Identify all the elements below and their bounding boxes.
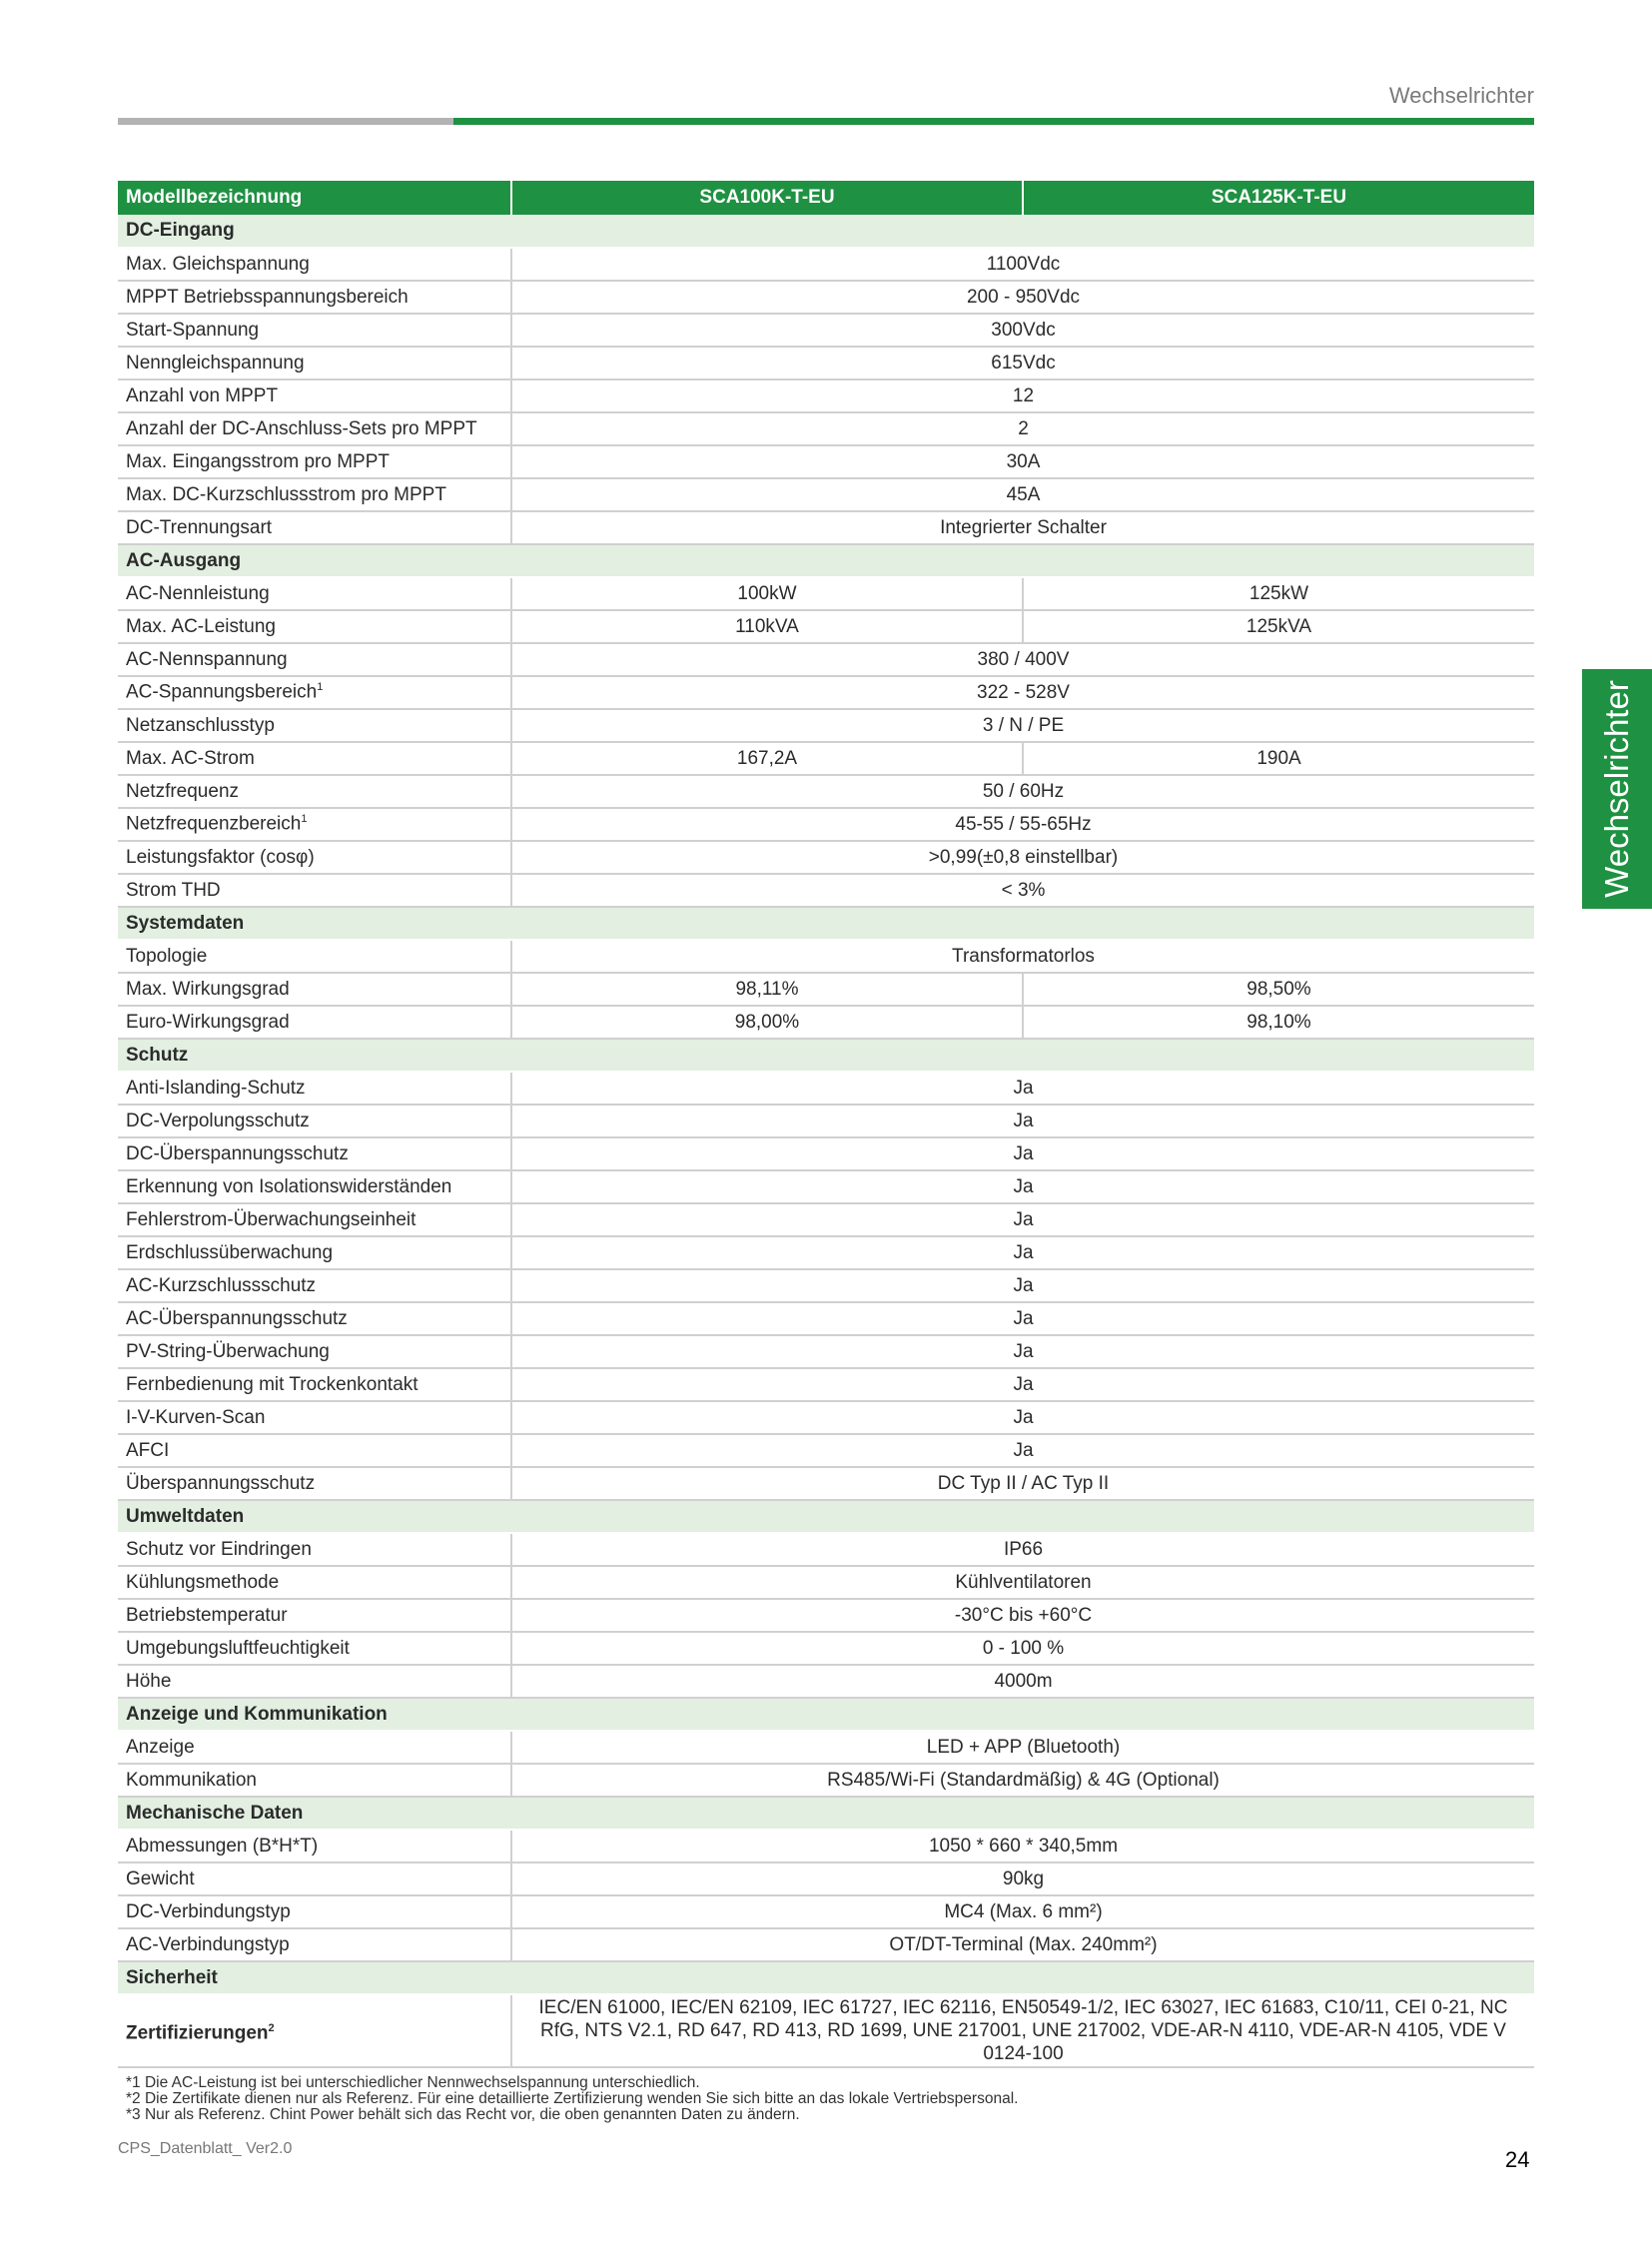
row-label: Überspannungsschutz: [126, 1472, 316, 1494]
table-row: [118, 775, 1534, 808]
row-value: 4000m: [511, 1665, 1534, 1698]
row-value: 45A: [511, 478, 1534, 511]
row-label-cell: [118, 610, 511, 643]
footnote-marker: 1: [317, 681, 324, 694]
row-value: IEC/EN 61000, IEC/EN 62109, IEC 61727, IEC 62116, EN50549-1/2, IEC 63027, IEC 61683, C10/11, CEI 0-21, NC RfG, NTS V2.1, RD 647, RD 413, RD 1699, UNE 217001, UNE 217002, VDE-AR-N 4110, VDE-AR-N 4105, VDE V 0124-100: [511, 1994, 1534, 2067]
table-row: [118, 1599, 1534, 1632]
table-row: [118, 1335, 1534, 1368]
row-value: LED + APP (Bluetooth): [511, 1731, 1534, 1764]
row-label: Max. Wirkungsgrad: [126, 978, 290, 1000]
row-value-model-1: 98,00%: [511, 1006, 1023, 1039]
table-row: [118, 1566, 1534, 1599]
table-row: [118, 347, 1534, 379]
row-value: 12: [511, 379, 1534, 412]
row-value: 0 - 100 %: [511, 1632, 1534, 1665]
table-row: [118, 1401, 1534, 1434]
row-label-cell: [118, 1928, 511, 1961]
table-row: [118, 1467, 1534, 1500]
row-value: Transformatorlos: [511, 940, 1534, 973]
row-value: 45-55 / 55-65Hz: [511, 808, 1534, 841]
row-label-cell: [118, 1533, 511, 1566]
row-label: Netzfrequenzbereich: [126, 813, 302, 835]
row-label-cell: [118, 1302, 511, 1335]
table-row: [118, 1928, 1534, 1961]
section-title: Sicherheit: [118, 1961, 1534, 1994]
section-header-row: [118, 1698, 1534, 1731]
row-value-model-2: 98,50%: [1023, 973, 1534, 1006]
spec-table: [118, 181, 1534, 2068]
row-label: Nenngleichspannung: [126, 352, 305, 374]
row-label: Max. DC-Kurzschlussstrom pro MPPT: [126, 483, 446, 505]
row-label-cell: [118, 1665, 511, 1698]
table-row: [118, 973, 1534, 1006]
row-label: Umgebungsluftfeuchtigkeit: [126, 1637, 350, 1659]
row-label-cell: [118, 973, 511, 1006]
header-rule-gray: [118, 118, 453, 125]
row-label-cell: [118, 412, 511, 445]
row-label: MPPT Betriebsspannungsbereich: [126, 286, 409, 308]
row-label-cell: [118, 445, 511, 478]
table-row: [118, 379, 1534, 412]
section-title: AC-Ausgang: [118, 544, 1534, 577]
row-value: Ja: [511, 1335, 1534, 1368]
row-label-cell: [118, 1467, 511, 1500]
row-label-cell: [118, 314, 511, 347]
row-value: Ja: [511, 1236, 1534, 1269]
table-row: [118, 1764, 1534, 1797]
table-row: [118, 808, 1534, 841]
row-label: Kommunikation: [126, 1769, 257, 1791]
column-header-model-label: Modellbezeichnung: [118, 181, 511, 215]
section-title: Schutz: [118, 1039, 1534, 1072]
row-value: IP66: [511, 1533, 1534, 1566]
row-label: AFCI: [126, 1439, 170, 1461]
row-label: I-V-Kurven-Scan: [126, 1406, 266, 1428]
row-label: Max. AC-Leistung: [126, 615, 276, 637]
row-value: Ja: [511, 1072, 1534, 1105]
footnotes: [126, 2075, 1018, 2123]
row-label: Erdschlussüberwachung: [126, 1241, 334, 1263]
table-row: [118, 1863, 1534, 1895]
row-value: 30A: [511, 445, 1534, 478]
row-value: Ja: [511, 1269, 1534, 1302]
row-label: AC-Verbindungstyp: [126, 1933, 290, 1955]
table-row: [118, 248, 1534, 281]
row-value: 300Vdc: [511, 314, 1534, 347]
section-header-row: [118, 544, 1534, 577]
row-value: 50 / 60Hz: [511, 775, 1534, 808]
row-value: Ja: [511, 1137, 1534, 1170]
row-value-model-2: 190A: [1023, 742, 1534, 775]
row-label-cell: [118, 1203, 511, 1236]
row-label: Gewicht: [126, 1868, 195, 1889]
row-value: 1100Vdc: [511, 248, 1534, 281]
section-title: Mechanische Daten: [118, 1797, 1534, 1830]
row-label-cell: [118, 379, 511, 412]
row-label: Schutz vor Eindringen: [126, 1538, 312, 1560]
table-row: [118, 1072, 1534, 1105]
row-value: 90kg: [511, 1863, 1534, 1895]
row-label-cell: [118, 1137, 511, 1170]
table-row: [118, 314, 1534, 347]
side-section-tab-label: Wechselrichter: [1598, 680, 1636, 898]
row-label-cell: [118, 1236, 511, 1269]
row-label-cell: [118, 1072, 511, 1105]
row-label: Netzfrequenz: [126, 780, 240, 802]
table-row: [118, 1434, 1534, 1467]
row-label-cell: [118, 676, 511, 709]
row-label: DC-Überspannungsschutz: [126, 1142, 349, 1164]
row-label: Fehlerstrom-Überwachungseinheit: [126, 1208, 416, 1230]
row-label: AC-Spannungsbereich: [126, 681, 318, 703]
row-label: Max. Eingangsstrom pro MPPT: [126, 450, 390, 472]
row-label-cell: [118, 940, 511, 973]
page-number: 24: [1505, 2147, 1530, 2172]
row-value: 200 - 950Vdc: [511, 281, 1534, 314]
row-label: Erkennung von Isolationswiderständen: [126, 1175, 452, 1197]
row-label-cell: [118, 1434, 511, 1467]
row-value: DC Typ II / AC Typ II: [511, 1467, 1534, 1500]
row-label: Max. Gleichspannung: [126, 253, 310, 275]
row-value: 2: [511, 412, 1534, 445]
row-label-cell: [118, 1599, 511, 1632]
row-value: 615Vdc: [511, 347, 1534, 379]
row-label-cell: [118, 643, 511, 676]
table-row: [118, 478, 1534, 511]
row-label: DC-Trennungsart: [126, 516, 273, 538]
table-row: [118, 940, 1534, 973]
section-header-row: [118, 1500, 1534, 1533]
row-label-cell: [118, 808, 511, 841]
footnote-marker: 2: [268, 2021, 275, 2034]
table-row: [118, 742, 1534, 775]
row-value: Ja: [511, 1203, 1534, 1236]
row-label-cell: [118, 1335, 511, 1368]
section-header-row: [118, 1797, 1534, 1830]
row-label: DC-Verbindungstyp: [126, 1900, 291, 1922]
table-row: [118, 1137, 1534, 1170]
row-label: Topologie: [126, 945, 208, 967]
side-section-tab: [1582, 669, 1652, 909]
row-label: Anzahl der DC-Anschluss-Sets pro MPPT: [126, 417, 477, 439]
table-row: [118, 1895, 1534, 1928]
row-label-cell: [118, 1170, 511, 1203]
row-label: Abmessungen (B*H*T): [126, 1835, 319, 1857]
table-row: [118, 412, 1534, 445]
table-row: [118, 1105, 1534, 1137]
row-label-cell: [118, 1895, 511, 1928]
footnote: *3 Nur als Referenz. Chint Power behält sich das Recht vor, die oben genannten Daten zu ändern.: [126, 2106, 800, 2123]
section-header-row: [118, 215, 1534, 248]
row-label: Anzeige: [126, 1736, 195, 1758]
table-header-row: [118, 181, 1534, 215]
row-label-cell: [118, 1006, 511, 1039]
section-title: Anzeige und Kommunikation: [118, 1698, 1534, 1731]
row-label-cell: [118, 742, 511, 775]
row-label-cell: [118, 511, 511, 544]
section-header-row: [118, 1039, 1534, 1072]
footnote: *1 Die AC-Leistung ist bei unterschiedlicher Nennwechselspannung unterschiedlich.: [126, 2074, 700, 2091]
section-header-row: [118, 907, 1534, 940]
row-label-cell: [118, 874, 511, 907]
row-label-cell: [118, 1269, 511, 1302]
row-label: Zertifizierungen: [126, 2022, 269, 2044]
row-value: Ja: [511, 1302, 1534, 1335]
row-label: Fernbedienung mit Trockenkontakt: [126, 1373, 418, 1395]
row-value-model-2: 98,10%: [1023, 1006, 1534, 1039]
table-row: [118, 643, 1534, 676]
row-label-cell: [118, 577, 511, 610]
row-label-cell: [118, 1764, 511, 1797]
table-row: [118, 676, 1534, 709]
row-value-model-2: 125kW: [1023, 577, 1534, 610]
row-label-cell: [118, 775, 511, 808]
row-label: Start-Spannung: [126, 319, 260, 341]
table-row: [118, 445, 1534, 478]
footnote-marker: 1: [301, 813, 308, 826]
table-row: [118, 281, 1534, 314]
row-value: 1050 * 660 * 340,5mm: [511, 1830, 1534, 1863]
row-label: AC-Kurzschlussschutz: [126, 1274, 317, 1296]
table-row: [118, 1994, 1534, 2067]
row-value: Ja: [511, 1401, 1534, 1434]
row-label-cell: [118, 248, 511, 281]
column-header-model-1: SCA100K-T-EU: [511, 181, 1023, 215]
section-title: DC-Eingang: [118, 215, 1534, 248]
row-label-cell: [118, 1105, 511, 1137]
footer-document-id: CPS_Datenblatt_ Ver2.0: [118, 2140, 293, 2157]
table-row: [118, 1302, 1534, 1335]
row-value-model-1: 110kVA: [511, 610, 1023, 643]
section-header-row: [118, 1961, 1534, 1994]
row-label: Euro-Wirkungsgrad: [126, 1011, 290, 1033]
table-row: [118, 1170, 1534, 1203]
table-row: [118, 1632, 1534, 1665]
footnote: *2 Die Zertifikate dienen nur als Referenz. Für eine detaillierte Zertifizierung wenden Sie sich bitte an das lokale Vertriebspersonal.: [126, 2090, 1019, 2107]
row-label-cell: [118, 709, 511, 742]
spec-table-body: [118, 215, 1534, 2067]
row-value: Kühlventilatoren: [511, 1566, 1534, 1599]
row-value: < 3%: [511, 874, 1534, 907]
row-label-cell: [118, 1368, 511, 1401]
row-label: Betriebstemperatur: [126, 1604, 288, 1626]
table-row: [118, 1830, 1534, 1863]
table-row: [118, 1236, 1534, 1269]
table-row: [118, 709, 1534, 742]
table-row: [118, 841, 1534, 874]
row-label: Netzanschlusstyp: [126, 714, 275, 736]
table-row: [118, 511, 1534, 544]
row-label-cell: [118, 478, 511, 511]
row-value: >0,99(±0,8 einstellbar): [511, 841, 1534, 874]
row-label-cell: [118, 1401, 511, 1434]
row-value: RS485/Wi-Fi (Standardmäßig) & 4G (Optional): [511, 1764, 1534, 1797]
row-value: Ja: [511, 1434, 1534, 1467]
row-label: AC-Nennleistung: [126, 582, 270, 604]
row-value: 380 / 400V: [511, 643, 1534, 676]
row-label: Anzahl von MPPT: [126, 384, 279, 406]
table-row: [118, 1269, 1534, 1302]
row-value-model-1: 98,11%: [511, 973, 1023, 1006]
row-value: MC4 (Max. 6 mm²): [511, 1895, 1534, 1928]
table-row: [118, 1006, 1534, 1039]
section-title: Systemdaten: [118, 907, 1534, 940]
row-label: Strom THD: [126, 879, 221, 901]
table-row: [118, 1731, 1534, 1764]
row-label: Kühlungsmethode: [126, 1571, 280, 1593]
row-label: PV-String-Überwachung: [126, 1340, 330, 1362]
table-row: [118, 1203, 1534, 1236]
table-row: [118, 1368, 1534, 1401]
row-value: Ja: [511, 1105, 1534, 1137]
row-value-model-1: 100kW: [511, 577, 1023, 610]
row-label: Leistungsfaktor (cosφ): [126, 846, 315, 868]
row-label: AC-Nennspannung: [126, 648, 288, 670]
row-label-cell: [118, 1731, 511, 1764]
row-value: 3 / N / PE: [511, 709, 1534, 742]
row-label-cell: [118, 1632, 511, 1665]
row-label-cell: [118, 841, 511, 874]
table-row: [118, 577, 1534, 610]
row-value: -30°C bis +60°C: [511, 1599, 1534, 1632]
row-label-cell: [118, 1566, 511, 1599]
table-row: [118, 610, 1534, 643]
row-value: Ja: [511, 1368, 1534, 1401]
row-value: Ja: [511, 1170, 1534, 1203]
row-label-cell: [118, 1830, 511, 1863]
section-title: Umweltdaten: [118, 1500, 1534, 1533]
row-label: DC-Verpolungsschutz: [126, 1110, 310, 1131]
row-value-model-2: 125kVA: [1023, 610, 1534, 643]
table-row: [118, 1533, 1534, 1566]
row-label-cell: [118, 281, 511, 314]
page-section-title: Wechselrichter: [1388, 83, 1534, 108]
header-rule-green: [453, 118, 1534, 125]
table-row: [118, 874, 1534, 907]
column-header-model-2: SCA125K-T-EU: [1023, 181, 1534, 215]
row-label-cell: [118, 1994, 511, 2067]
row-value-model-1: 167,2A: [511, 742, 1023, 775]
row-label: AC-Überspannungsschutz: [126, 1307, 348, 1329]
row-label: Höhe: [126, 1670, 172, 1692]
row-value: Integrierter Schalter: [511, 511, 1534, 544]
row-label-cell: [118, 347, 511, 379]
row-value: 322 - 528V: [511, 676, 1534, 709]
row-label: Max. AC-Strom: [126, 747, 255, 769]
row-label-cell: [118, 1863, 511, 1895]
row-value: OT/DT-Terminal (Max. 240mm²): [511, 1928, 1534, 1961]
row-label: Anti-Islanding-Schutz: [126, 1077, 306, 1099]
table-row: [118, 1665, 1534, 1698]
